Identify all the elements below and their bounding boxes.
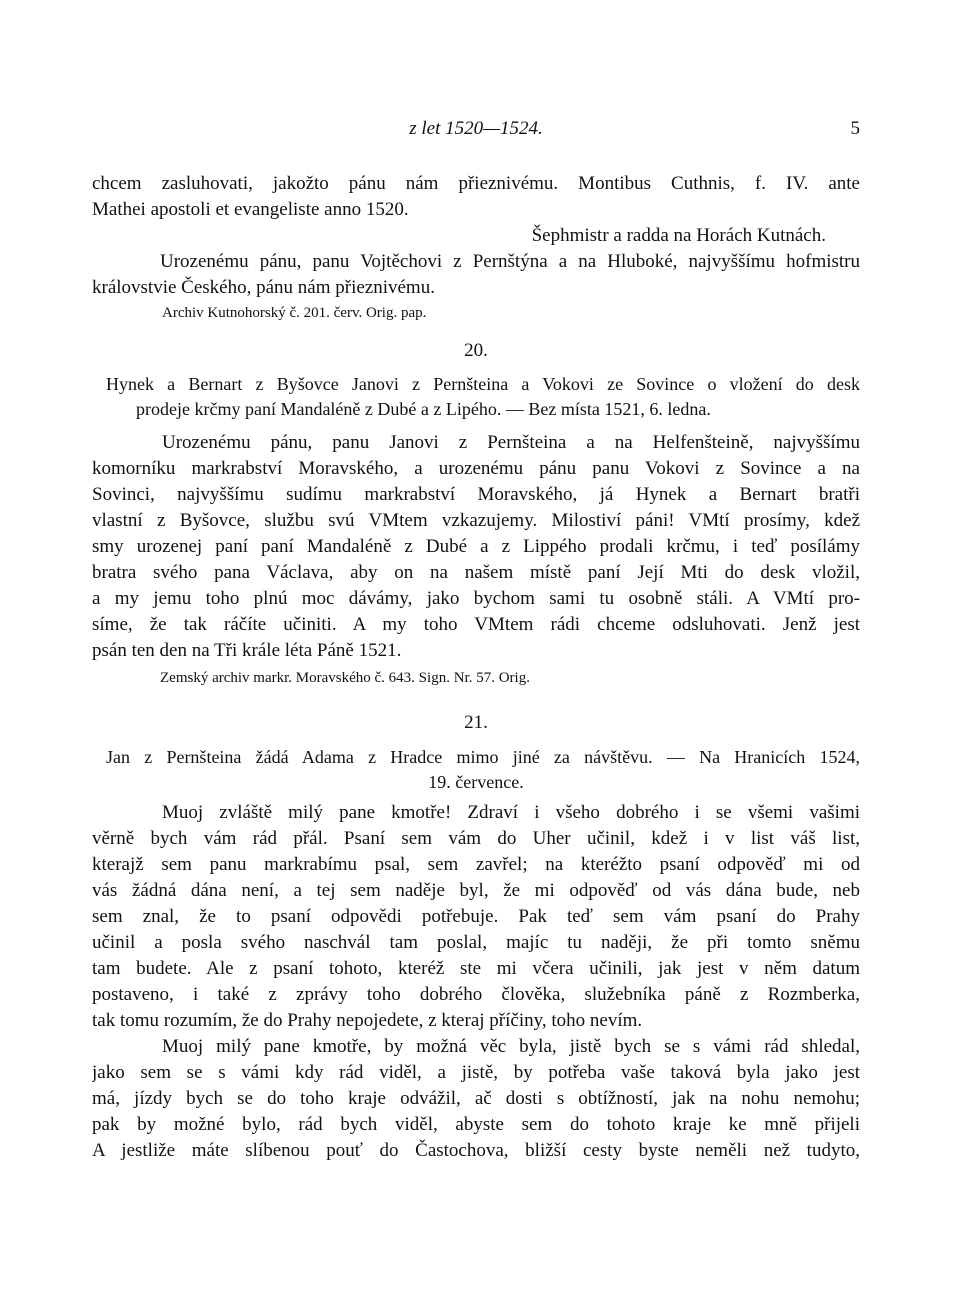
text-line: Mathei apostoli et evangeliste anno 1520. [92, 199, 409, 220]
text-line: chcem zasluhovati, jakožto pánu nám přieznivému. Montibus Cuthnis, f. IV. ante [92, 173, 860, 194]
regest-line: prodeje krčmy paní Mandaléně z Dubé a z Lipého. — Bez místa 1521, 6. ledna. [136, 399, 711, 419]
text-line: smy urozenej paní paní Mandaléně z Dubé a z Lippého prodali krčmu, i teď posílámy [92, 536, 860, 557]
page-number: 5 [850, 118, 860, 139]
text-line: Muoj milý pane kmotře, by možná věc byla, jistě bych se s vámi rád shledal, [162, 1036, 860, 1057]
text-line: má, jízdy bych se do toho kraje odvážil, ač dosti s obtížností, jak na nohu nemohu; [92, 1088, 860, 1109]
regest-line: Hynek a Bernart z Byšovce Janovi z Pernšteina a Vokovi ze Sovince o vložení do desk [106, 374, 860, 394]
text-line: síme, že tak ráčíte učiniti. A my toho VMtem rádi chceme odsluhovati. Jenž jest [92, 614, 860, 635]
regest-line: 19. července. [428, 772, 524, 792]
source-note: Archiv Kutnohorský č. 201. červ. Orig. pap. [162, 305, 427, 321]
text-line: sem znal, že to psaní odpovědi potřebuje. Pak teď sem vám psaní do Prahy [92, 906, 860, 927]
text-line: bratra svého pana Václava, aby on na našem místě paní Její Mti do desk vložil, [92, 562, 860, 583]
text-line: komorníku markrabství Moravského, a urozenému pánu panu Vokovi z Sovince a na [92, 458, 860, 479]
signature: Šephmistr a radda na Horách Kutnách. [531, 225, 826, 246]
text-line: učinil a posla svého naschvál tam poslal, majíc tu naději, že při tomto sněmu [92, 932, 860, 953]
address-line: Urozenému pánu, panu Vojtěchovi z Pernštýna a na Hluboké, najvyššímu hofmistru [160, 251, 860, 272]
regest-line: Jan z Pernšteina žádá Adama z Hradce mimo jiné za návštěvu. — Na Hranicích 1524, [106, 747, 860, 767]
running-head [92, 118, 860, 146]
text-line: kterajž sem panu markrabímu psal, sem zavřel; na kteréžto psaní odpověď mi od [92, 854, 860, 875]
source-note: Zemský archiv markr. Moravského č. 643. Sign. Nr. 57. Orig. [160, 670, 530, 686]
text-line: a my jemu toho plnú moc dávámy, jako bychom sami tu osobně stáli. A VMtí pro- [92, 588, 860, 609]
address-line: královstvie Českého, pánu nám přieznivému. [92, 277, 435, 298]
text-line: psán ten den na Tři krále léta Páně 1521. [92, 640, 402, 661]
text-line: vás žádná dána není, a tej sem naděje byl, že mi odpověď od vás dána bude, neb [92, 880, 860, 901]
text-line: Sovinci, najvyššímu sudímu markrabství Moravského, já Hynek a Bernart bratři [92, 484, 860, 505]
text-line: Urozenému pánu, panu Janovi z Pernšteina a na Helfenšteině, najvyššímu [162, 432, 860, 453]
text-line: pak by možné bylo, rád bych viděl, abyste sem do tohoto kraje ke mně přijeli [92, 1114, 860, 1135]
text-line: jako sem se s vámi kdy rád viděl, a jistě, by potřeba vaše taková byla jako jest [92, 1062, 860, 1083]
text-line: tam budete. Ale z psaní tohoto, kteréž ste mi včera učinili, jak jest v něm datum [92, 958, 860, 979]
document-number: 21. [464, 712, 488, 733]
text-line: vlastní z Byšovce, službu svú VMtem vzkazujemy. Milostiví páni! VMtí prosímy, kdež [92, 510, 860, 531]
text-line: tak tomu rozumím, že do Prahy nepojedete, z kteraj příčiny, toho nevím. [92, 1010, 643, 1031]
text-line: věrně bych vám rád přál. Psaní sem vám do Uher učinil, kdež i v list váš list, [92, 828, 860, 849]
text-line: A jestliže máte slíbenou pouť do Častochova, bližší cesty byste neměli než tudyto, [92, 1140, 860, 1161]
text-line: postaveno, i také z zprávy toho dobrého člověka, služebníka páně z Rozmberka, [92, 984, 860, 1005]
document-number: 20. [464, 340, 488, 361]
text-line: Muoj zvláště milý pane kmotře! Zdraví i všeho dobrého i se všemi vašimi [162, 802, 860, 823]
running-title: z let 1520—1524. [409, 118, 543, 139]
